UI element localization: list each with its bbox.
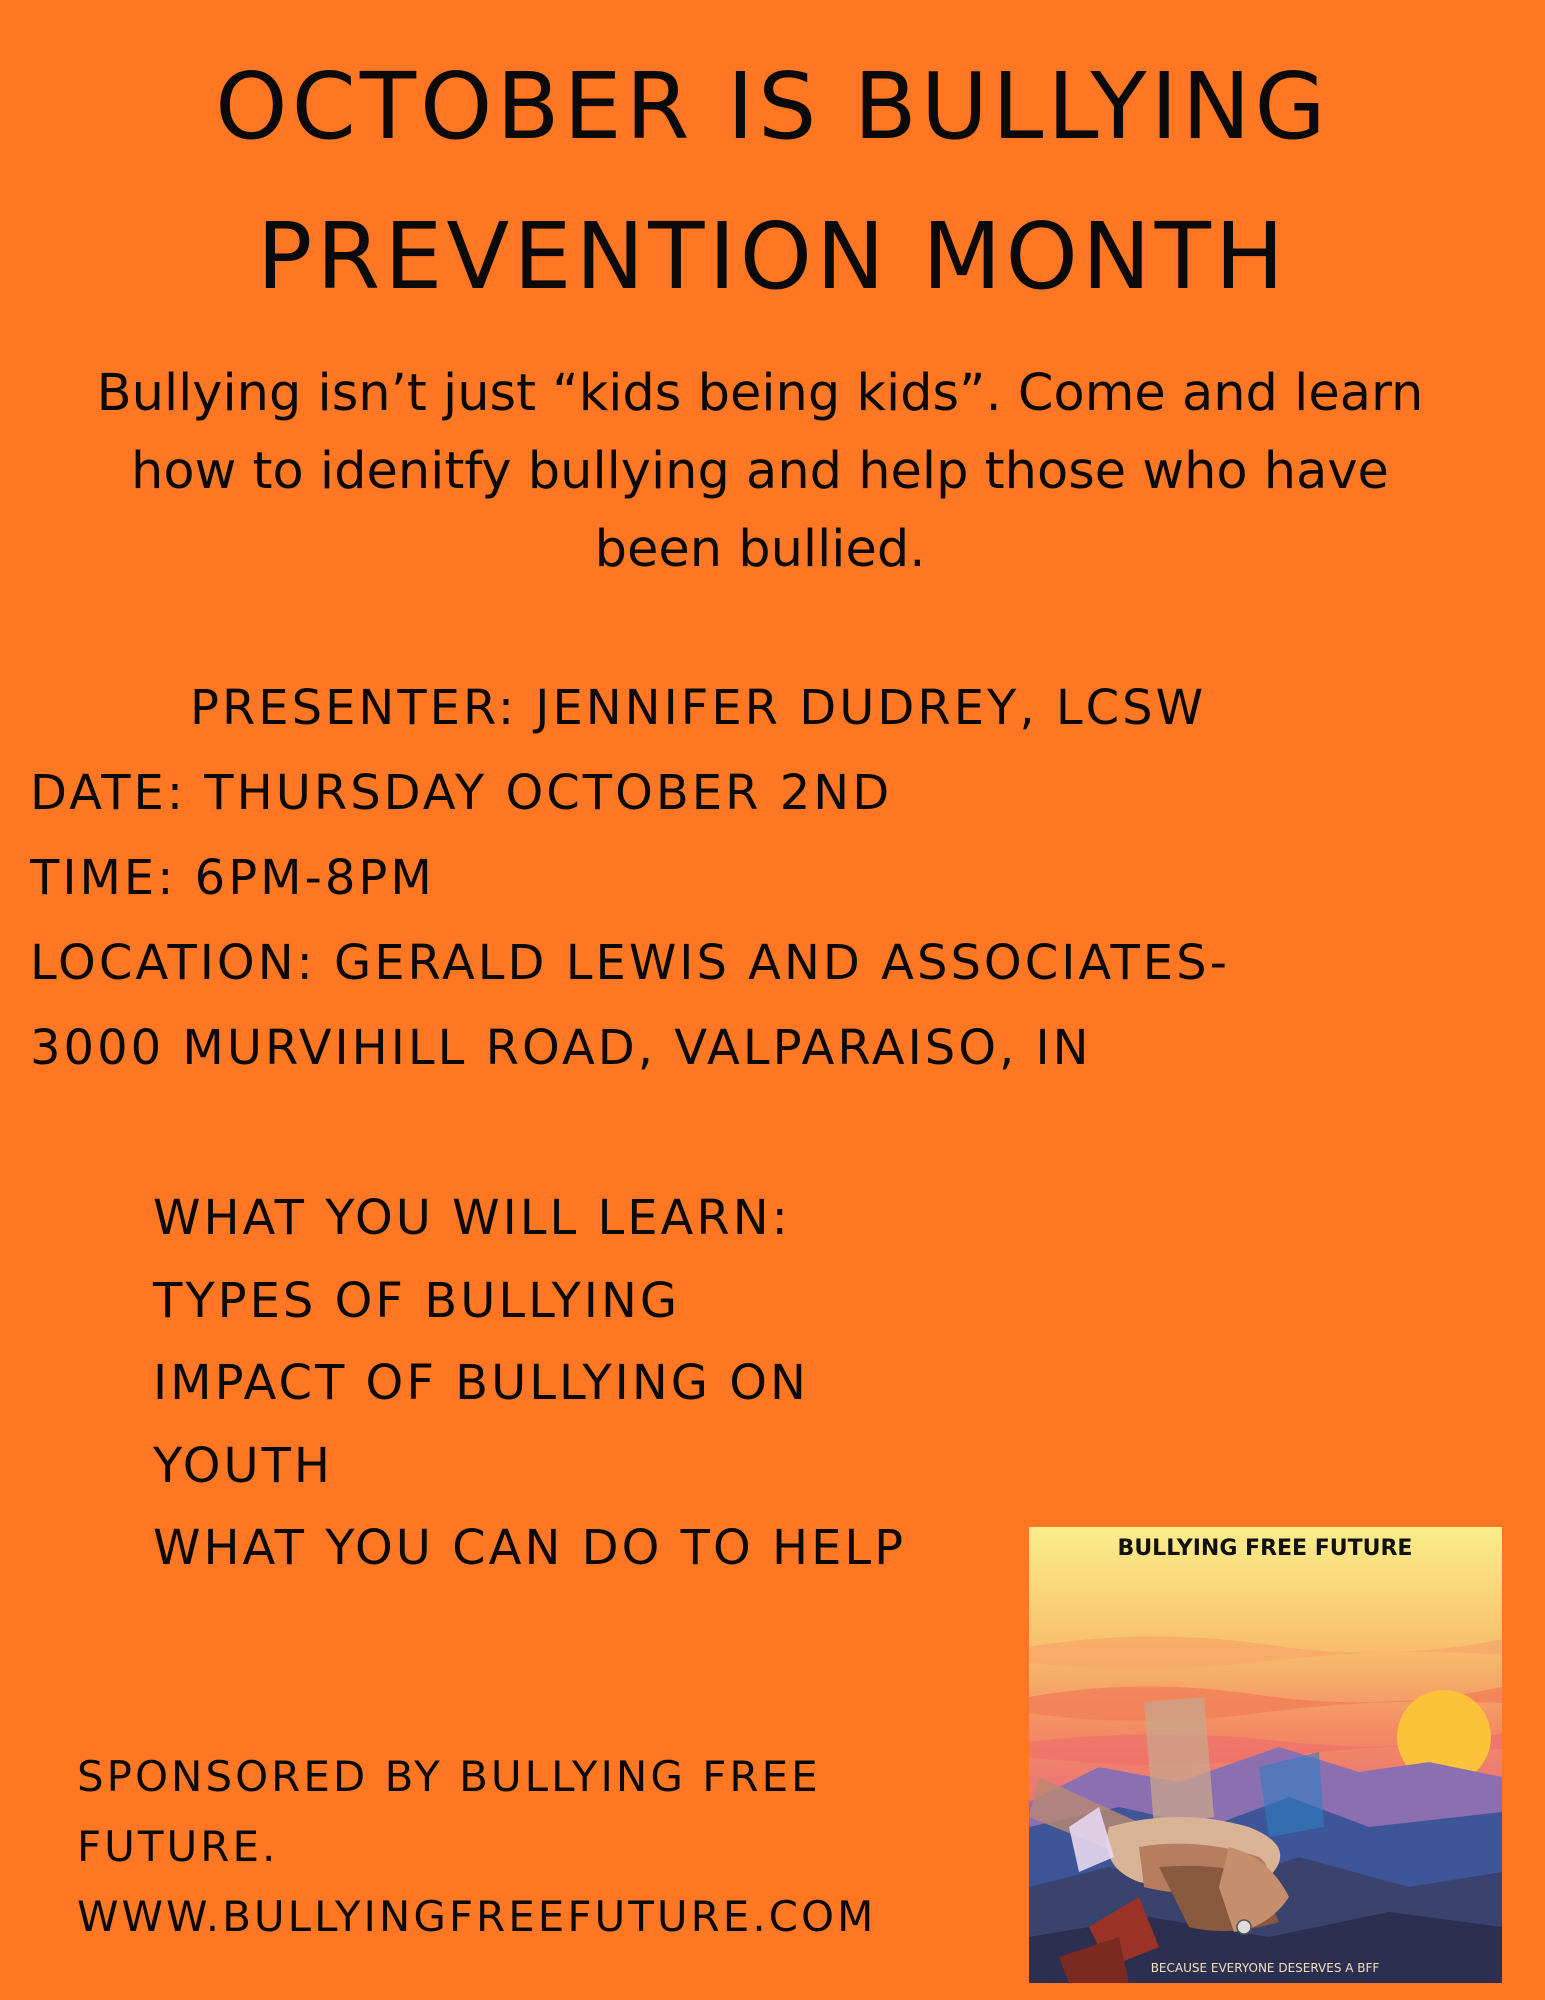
- learn-item-impact-line-2: YOUTH: [153, 1438, 334, 1494]
- title-line-1: OCTOBER IS BULLYING: [215, 53, 1330, 160]
- location-line-1: LOCATION: GERALD LEWIS AND ASSOCIATES-: [30, 935, 1230, 991]
- intro-line-1: Bullying isn’t just “kids being kids”. Come and learn: [96, 364, 1424, 423]
- learn-heading: WHAT YOU WILL LEARN:: [153, 1190, 791, 1246]
- location-line-2: 3000 MURVIHILL ROAD, VALPARAISO, IN: [30, 1020, 1092, 1076]
- page-title: [0, 32, 1545, 332]
- title-line-2: PREVENTION MONTH: [256, 203, 1289, 310]
- logo-title: BULLYING FREE FUTURE: [1117, 1536, 1413, 1561]
- learn-item-help: WHAT YOU CAN DO TO HELP: [153, 1520, 907, 1576]
- learn-item-impact-line-1: IMPACT OF BULLYING ON: [153, 1355, 809, 1411]
- intro-line-3: been bullied.: [594, 520, 926, 579]
- intro-paragraph: [30, 355, 1490, 589]
- logo-tagline: BECAUSE EVERYONE DESERVES A BFF: [1150, 1961, 1380, 1975]
- intro-line-2: how to idenitfy bullying and help those who have: [131, 442, 1389, 501]
- time-line: TIME: 6PM-8PM: [30, 850, 435, 906]
- date-line: DATE: THURSDAY OCTOBER 2ND: [30, 765, 893, 821]
- sponsor-line-1: SPONSORED BY BULLYING FREE: [77, 1752, 821, 1801]
- sponsor-line-2: FUTURE.: [77, 1822, 279, 1871]
- bullying-free-future-logo: [1029, 1527, 1502, 1983]
- sponsor-url: WWW.BULLYINGFREEFUTURE.COM: [77, 1892, 877, 1941]
- presenter-line: PRESENTER: JENNIFER DUDREY, LCSW: [190, 680, 1207, 736]
- learn-item-types: TYPES OF BULLYING: [153, 1273, 681, 1329]
